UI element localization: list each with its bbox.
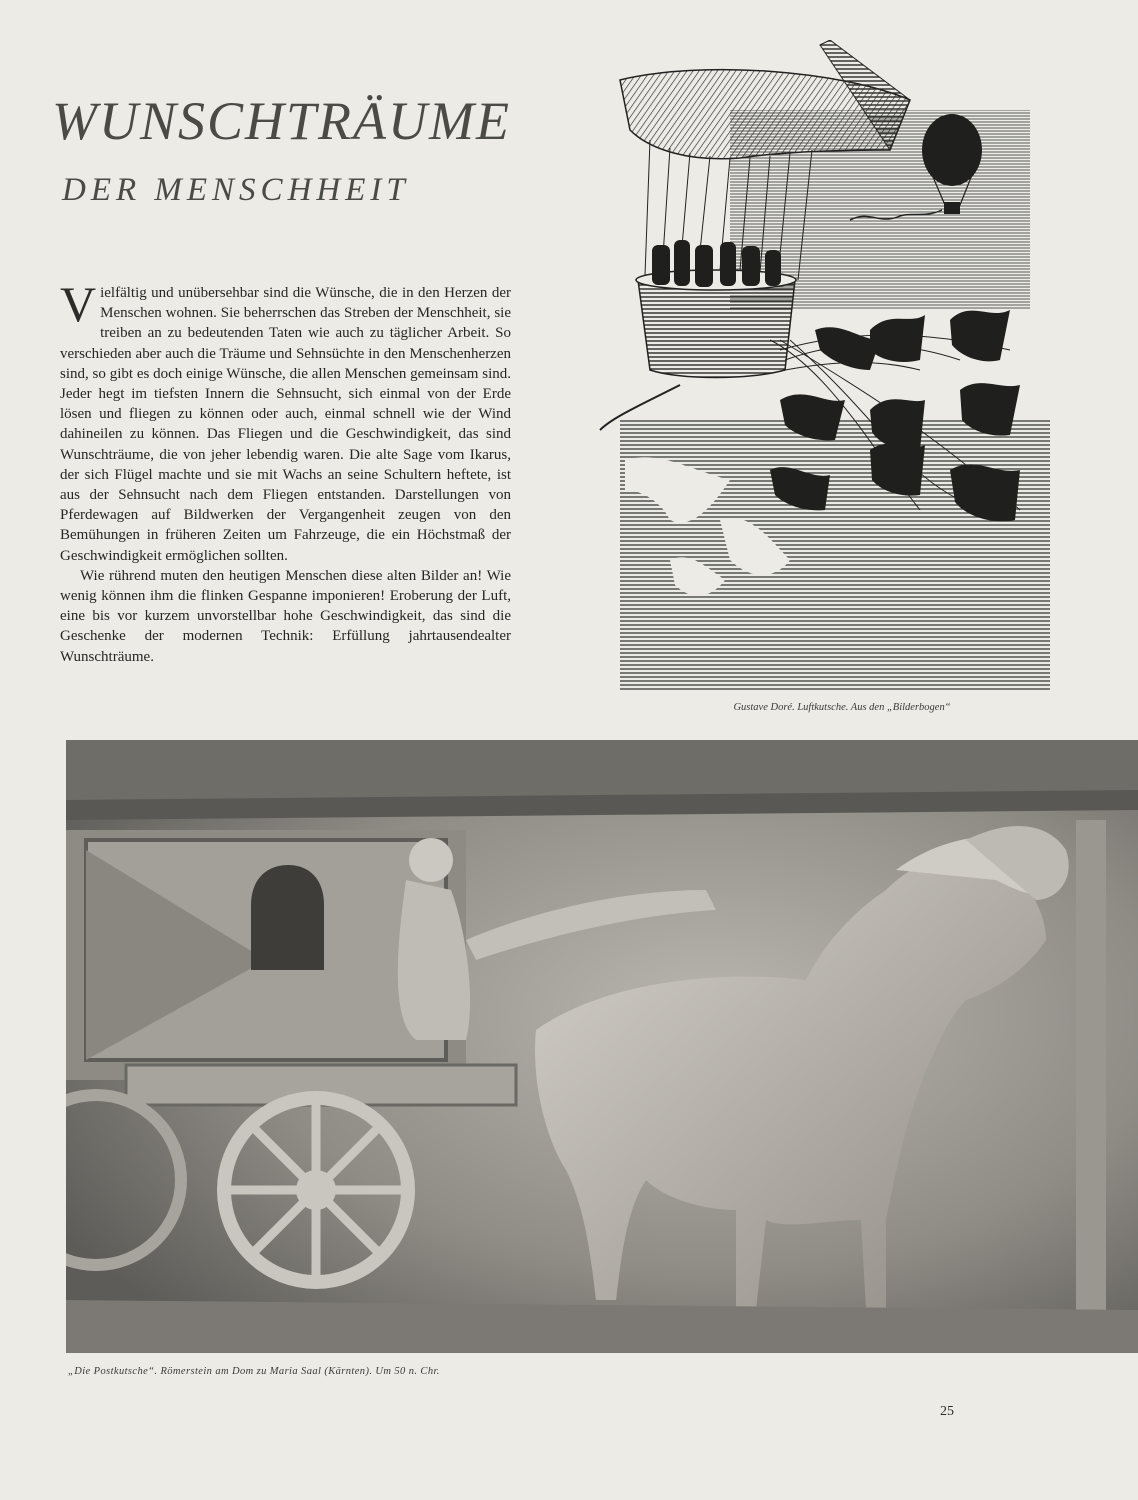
paragraph-1-text: ielfältig und unübersehbar sind die Wünsche, die in den Herzen der Menschen wohnen. Sie beherrschen das Streben der Menschheit, sie treiben an zu bedeutenden Taten wie auch zu täglicher Arbeit. So verschieden aber auch die Träume und Sehnsüchte in den Menschenherzen sind, so gibt es doch einige Wünsche, die allen Menschen gemeinsam sind. Jeder hegt im tiefsten Innern die Sehnsucht, sich einmal von der Erde lösen und fliegen zu können oder auch, einmal schnell wie der Wind dahineilen zu können. Das Fliegen und die Geschwindigkeit, das sind Wunschträume, die von jeher lebendig waren. Die alte Sage vom Ikarus, der sich Flügel machte und sie mit Wachs an seine Schultern heftete, ist aus der Sehnsucht nach dem Fliegen entstanden. Darstellungen von Pferdewagen auf Bildwerken der Vergangenheit zeugen von den Bemühungen in früheren Zeiten um Fahrzeuge, die ein Höchstmaß der Geschwindigkeit ermöglichen sollten. — [60, 285, 511, 564]
page-subtitle: DER MENSCHHEIT — [62, 172, 410, 208]
relief-photograph — [66, 740, 1138, 1353]
page-number: 25 — [940, 1404, 954, 1419]
article-body — [60, 276, 511, 667]
paragraph-2: Wie rührend muten den heutigen Menschen diese alten Bilder an! Wie wenig können ihm die flinken Gespanne imponieren! Eroberung der Luft, eine bis vor kurzem unvorstellbar hohe Geschwindigkeit, das sind die Geschenke der modernen Technik: Erfüllung jahrtausendealter Wunschträume. — [60, 567, 511, 665]
paragraph-1 — [60, 276, 511, 566]
relief-caption: „Die Postkutsche“. Römerstein am Dom zu Maria Saal (Kärnten). Um 50 n. Chr. — [68, 1366, 440, 1377]
page-title: WUNSCHTRÄUME — [52, 91, 511, 151]
drop-cap: V — [60, 276, 97, 332]
engraving-airship-illustration — [580, 40, 1058, 695]
engraving-caption: Gustave Doré. Luftkutsche. Aus den „Bilderbogen“ — [733, 702, 951, 713]
